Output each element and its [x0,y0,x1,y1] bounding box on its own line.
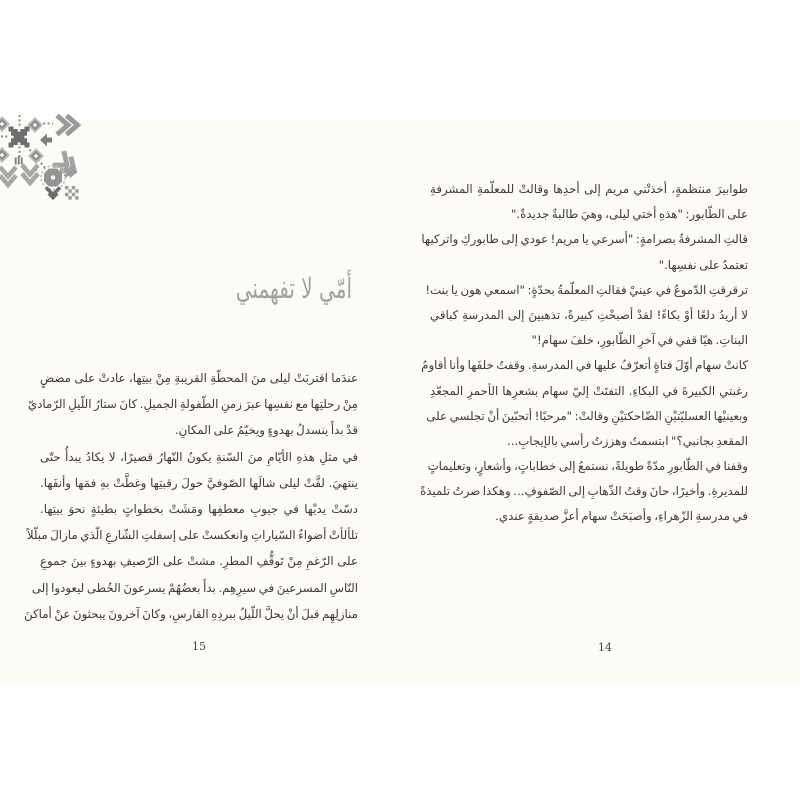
text-line: رغبتي الكبيرةَ في البكاءِ. التفتَتْ إليّ سهام بشعرِها الأحمرِ المجعّدِ [430,383,748,398]
text-line: تعتمدُ على نفسِها." [658,257,748,272]
left-page-text [24,365,358,627]
text-line: في مثلِ هذهِ الأيّامِ منَ السّنةِ يكونُ النّهارُ قصيرًا، لا يكادُ يبدأُ حتّى [40,449,358,464]
text-line: تلألأتْ أضواءُ السّياراتِ وانعكستْ على إسفلتِ الشّارعِ الّذي مازالَ مبلّلاً [26,528,358,543]
text-line: عندَما اقتربَتْ ليلى منَ المحطّةِ القريبةِ مِنْ بيتِها، عادتْ على مضضٍ [40,371,358,385]
text-line: مِنْ رحلتِها مع نفسِها عبرَ زمنِ الطّفولةِ الجميلِ. كانَ ستارُ اللّيلِ الرّماديّ [27,397,358,412]
text-line: كانتْ سهام أوّلَ فتاةٍ أتعرّفُ عليها في المدرسةِ. وقفتُ خلفَها وأنا أقاومُ [421,358,748,373]
text-line: للمديرةِ. وأخيرًا، حانَ وقتُ الذّهابِ إلى الصّفوفِ... وهكذا صرتُ تلميذةً [420,484,748,499]
text-line: قالتِ المشرفةُ بصرامةٍ: "أسرعي يا مريم! عودي إلى طابوركِ واتركيها [421,232,748,247]
text-line: على الطّابور: "هذهِ أختي ليلى، وهيَ طالبةٌ جديدةٌ." [510,207,748,222]
text-line: لا أريدُ دلعًا أوْ بكاءً! لقدْ أصبحْتِ كبيرةً، تذهبينَ إلى المدرسةِ كباقي [430,307,748,322]
text-line: النّاسِ المسرعينَ في سيرِهِم. بدأَ بعضُهُمْ يسرعونَ الخُطى ليعودوا إلى [31,580,358,595]
page-number-left: 15 [192,640,206,653]
text-line: ينتهيَ. لفَّتْ ليلى شالَها الصّوفيَّ حولَ رقبتِها وغطَّتْ بهِ فمَها وأنفَها. [40,475,358,490]
text-line: دسّتْ يديْها في جيوبِ معطفِها ومَشَتْ بخطواتٍ بطيئةٍ نحوَ بيتِها. [40,501,358,516]
text-line: وقفنا في الطّابورِ مدّةً طويلةً، نستمعُ إلى خطاباتٍ، وأشعارٍ، وتعليماتٍ [427,459,748,474]
text-line: منازلِهِم قبلَ أنْ يحلَّ اللّيلُ ببردِهِ القارسِ، وكانَ آخرونَ يبحثونَ عنْ أماكنَ [24,606,358,621]
text-line: في مدرسةِ الزّهراءِ، وأصبَحَتْ سهام أعزَّ صديقةٍ عندي. [495,509,748,524]
chapter-title: أمّي لا تفهمني [235,271,352,306]
tatreez-corner-ornament-icon [0,113,88,205]
text-line: وبعينيْها العسليّتيْنِ الضّاحكتيْنِ وقالتْ: "مرحبًا! أتحبّينَ أنْ تجلسي على [426,408,748,423]
text-line: البناتِ. هيّا قفي في آخرِ الطّابورِ، خلفَ سهام!" [531,333,748,348]
text-line: قدْ بدأَ ينسدلُ بهدوءٍ ويخيّمُ على المكانِ. [174,423,358,438]
text-line: على الرّغمِ مِنْ تَوقُّفِ المطرِ. مشتْ على الرّصيفِ بهدوءٍ بينَ جموعِ [40,554,358,569]
right-page-text [420,177,748,530]
text-line: المقعدِ بجانبي؟" ابتسمتُ وهززتُ رأسي بالإيجابِ... [506,433,748,448]
text-line: طوابيرَ منتظمةٍ، أخذتْني مريم إلى أحدِها وقالتْ للمعلّمةِ المشرفةِ [430,182,748,196]
text-line: ترقرقتِ الدّموعُ في عينيْ فقالتِ المعلّمةُ بحدّةٍ: "اسمعي هون يا بنت! [425,282,748,297]
page-number-right: 14 [598,641,612,654]
